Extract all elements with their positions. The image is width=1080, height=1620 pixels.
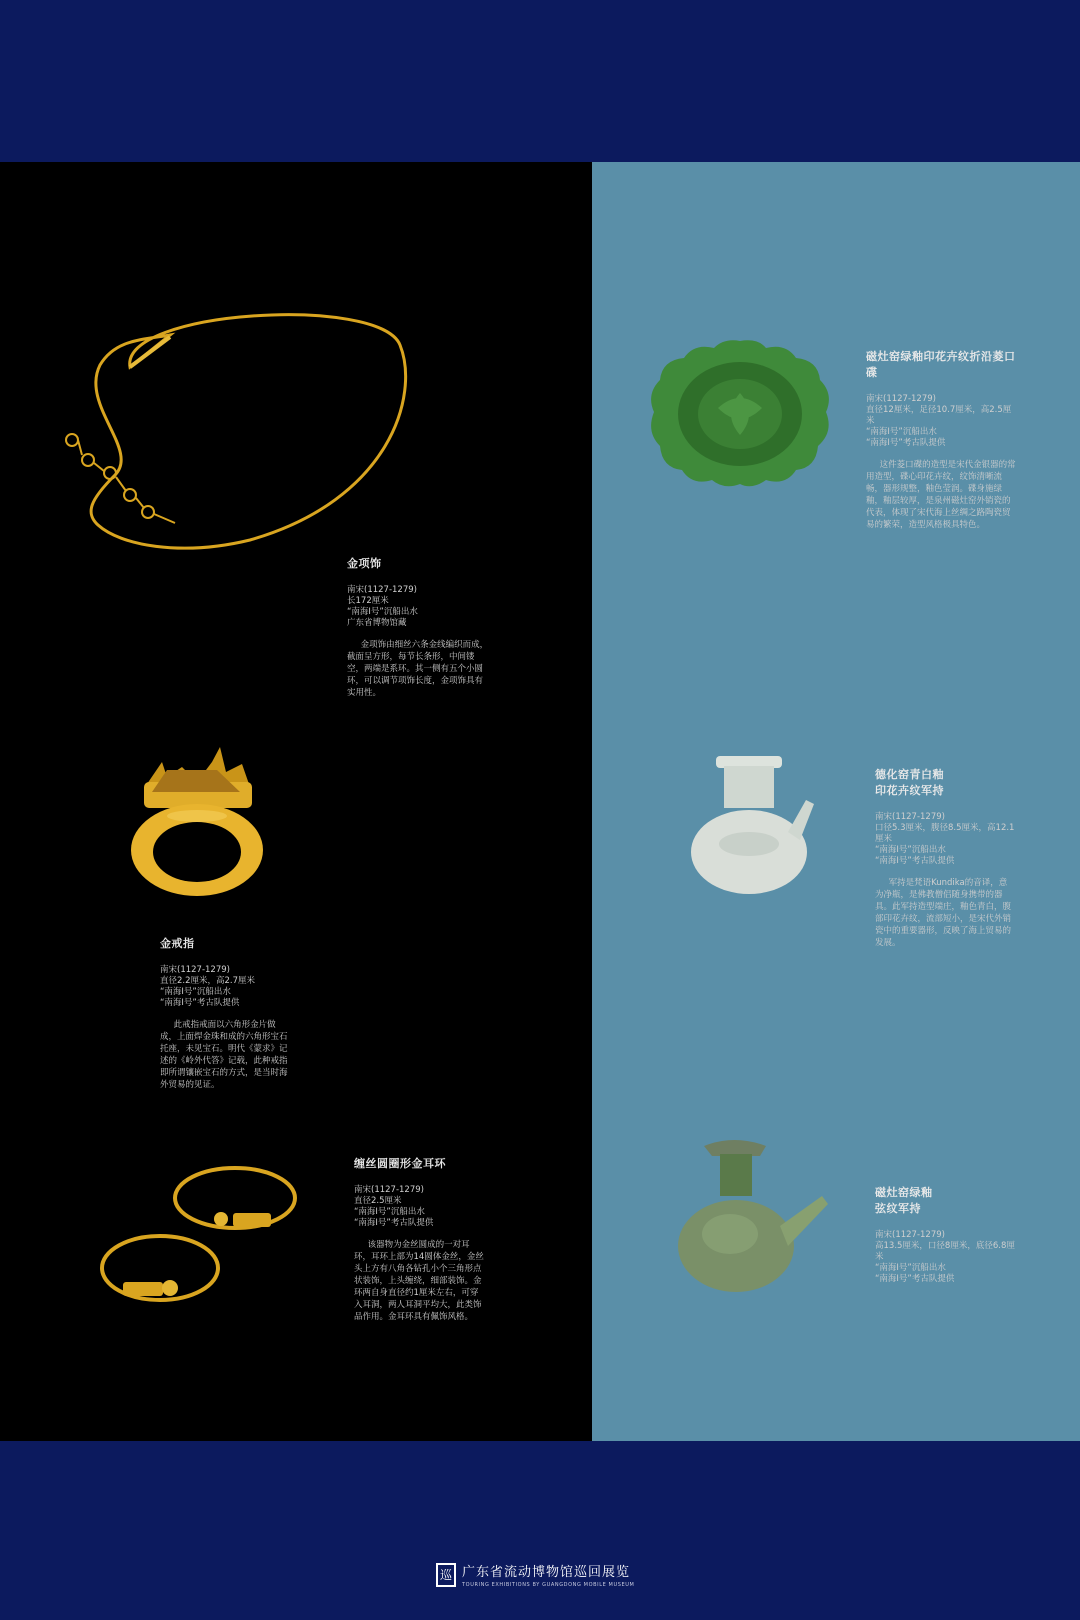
item-title: 金项饰 <box>347 557 382 570</box>
gold-necklace-image <box>60 285 425 555</box>
green-kendi-image <box>676 1134 834 1297</box>
item-description: 军持是梵语Kundika的音译，意为净瓶，是佛教僧侣随身携带的器具。此军持造型端庄，釉色青白，腹部印花卉纹，流部短小，是宋代外销瓷中的重要器形，反映了海上贸易的发展。 <box>875 878 1012 948</box>
top-banner <box>0 0 1080 162</box>
item-meta: 南宋(1127-1279) 长172厘米 “南海I号”沉船出水 广东省博物馆藏 <box>347 585 418 628</box>
item-title: 缠丝圆圈形金耳环 <box>354 1157 446 1170</box>
item-label-earrings <box>354 1155 486 1323</box>
item-label-kendi-white <box>875 766 1015 949</box>
item-description: 金项饰由细丝六条金线编织而成，截面呈方形，每节长条形，中间镂空，两端是系环。其一侧有五个小圆环，可以调节项饰长度，金项饰具有实用性。 <box>347 640 489 698</box>
white-kendi-image <box>688 752 828 897</box>
gold-ring-image <box>122 742 272 900</box>
museum-name-zh: 广东省流动博物馆巡回展览 <box>462 1565 631 1580</box>
item-title: 磁灶窑绿釉印花卉纹折沿菱口碟 <box>866 350 1016 379</box>
item-description: 这件菱口碟的造型是宋代金银器的常用造型，碟心印花卉纹，纹饰清晰流畅，器形规整，釉色莹润。碟身施绿釉，釉层较厚，是泉州磁灶窑外销瓷的代表，体现了宋代海上丝绸之路陶瓷贸易的繁荣，造型风格极具特色。 <box>866 460 1016 530</box>
item-meta: 南宋(1127-1279) 直径2.5厘米 “南海I号”沉船出水 “南海I号”考古队提供 <box>354 1185 434 1228</box>
item-meta: 南宋(1127-1279) 口径5.3厘米，腹径8.5厘米，高12.1厘米 “南海I号”沉船出水 “南海I号”考古队提供 <box>875 812 1015 866</box>
item-label-ring <box>160 935 288 1091</box>
museum-footer <box>436 1561 634 1588</box>
item-label-kendi-green <box>875 1184 1015 1295</box>
museum-logo-icon: 巡 <box>436 1563 456 1587</box>
bottom-banner <box>0 1441 1080 1620</box>
item-title: 磁灶窑绿釉 弦纹军持 <box>875 1186 933 1215</box>
gold-earrings-image <box>95 1158 305 1313</box>
item-meta: 南宋(1127-1279) 直径2.2厘米，高2.7厘米 “南海I号”沉船出水 “南海I号”考古队提供 <box>160 965 256 1008</box>
item-description: 此戒指戒面以六角形金片做成，上面焊金珠和成的六角形宝石托座，未见宝石。明代《蒙求》记述的《岭外代答》记载，此种戒指即所谓镶嵌宝石的方式，是当时海外贸易的见证。 <box>160 1020 288 1090</box>
item-title: 德化窑青白釉 印花卉纹军持 <box>875 768 944 797</box>
item-description: 该器物为金丝圆成的一对耳环，耳环上部为14圆体金丝，金丝头上方有八角各钻孔小个三角形点状装饰，上头缠绕，细部装饰。金环两自身直径约1厘米左右，可穿入耳洞，两人耳洞平均大，此类饰品作用。金耳环具有佩饰风格。 <box>354 1240 484 1322</box>
museum-name-en: TOURING EXHIBITIONS BY GUANGDONG MOBILE MUSEUM <box>462 1582 635 1588</box>
item-label-necklace <box>347 555 489 699</box>
item-meta: 南宋(1127-1279) 高13.5厘米，口径8厘米，底径6.8厘米 “南海I号”沉船出水 “南海I号”考古队提供 <box>875 1230 1015 1284</box>
item-label-dish <box>866 348 1016 531</box>
green-dish-image <box>648 338 832 490</box>
item-title: 金戒指 <box>160 937 195 950</box>
item-meta: 南宋(1127-1279) 直径12厘米，足径10.7厘米，高2.5厘米 “南海I号”沉船出水 “南海I号”考古队提供 <box>866 394 1012 448</box>
